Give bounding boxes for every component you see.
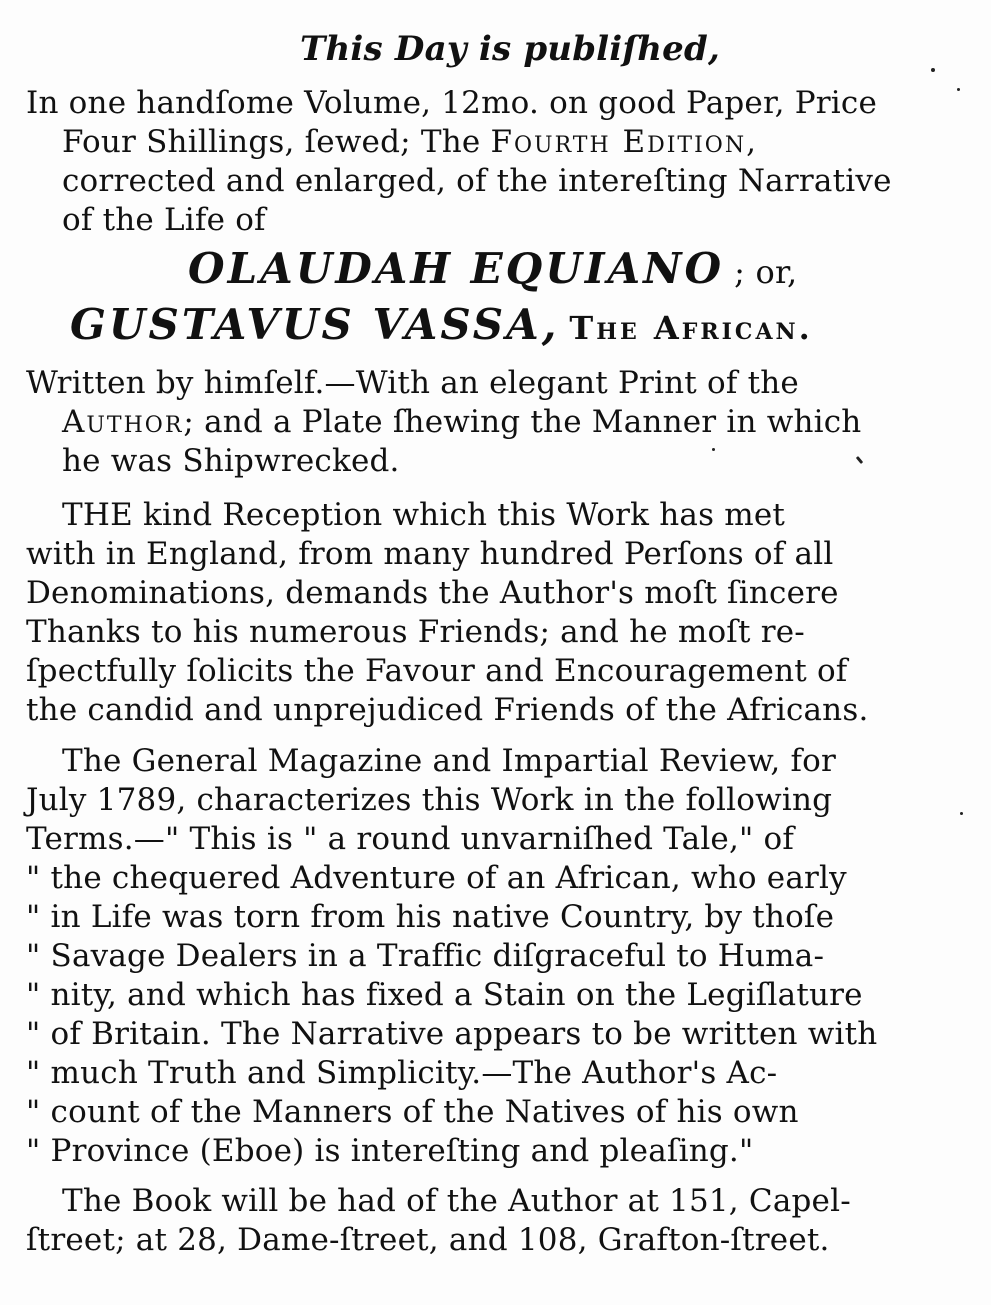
written-line	[62, 403, 861, 441]
paragraph-2-line: " the chequered Adventure of an African, who early	[26, 860, 847, 896]
author-label: Author	[62, 404, 184, 440]
ink-speck	[957, 88, 960, 91]
intro-text: Four Shillings, ſewed; The	[62, 124, 481, 160]
paragraph-1-line: Denominations, demands the Author's moſt ſincere	[26, 575, 839, 611]
author-alias: GUSTAVUS VASSA,	[70, 300, 560, 349]
heading: This Day is publiſhed,	[300, 29, 721, 69]
written-text: ; and a Plate ſhewing the Manner in which	[183, 404, 862, 440]
paragraph-2-line: Terms.—" This is " a round unvarniſhed Tale," of	[26, 821, 795, 857]
intro-line	[62, 123, 758, 161]
paragraph-1-line: THE kind Reception which this Work has met	[62, 497, 786, 533]
ink-speck	[856, 456, 863, 464]
ink-speck	[712, 448, 715, 451]
paragraph-1-line: ſpectfully ſolicits the Favour and Encouragement of	[26, 653, 848, 689]
paragraph-2-line: The General Magazine and Impartial Review, for	[62, 743, 837, 779]
paragraph-1-line: the candid and unprejudiced Friends of the Africans.	[26, 692, 869, 728]
written-line: he was Shipwrecked.	[62, 443, 400, 479]
author-alias-suffix: The African.	[569, 309, 813, 347]
author-name-line	[188, 244, 797, 294]
edition-label: Fourth Edition,	[490, 124, 758, 160]
paragraph-2-line: " nity, and which has fixed a Stain on the Legiſlature	[26, 977, 863, 1013]
paragraph-2-line: " in Life was torn from his native Country, by thoſe	[26, 899, 835, 935]
paragraph-2-line: " count of the Manners of the Natives of his own	[26, 1094, 799, 1130]
paragraph-2-line: July 1789, characterizes this Work in the following	[26, 782, 833, 818]
paragraph-2-line: " Savage Dealers in a Traffic diſgraceful to Huma-	[26, 938, 825, 974]
paragraph-2-line: " much Truth and Simplicity.—The Author's Ac-	[26, 1055, 778, 1091]
author-name: OLAUDAH EQUIANO	[188, 244, 725, 293]
written-line: Written by himſelf.—With an elegant Print of the	[26, 365, 799, 401]
intro-line: In one handſome Volume, 12mo. on good Paper, Price	[26, 85, 877, 121]
intro-line: of the Life of	[62, 202, 266, 238]
paragraph-1-line: Thanks to his numerous Friends; and he moſt re-	[26, 614, 805, 650]
author-name-suffix: ; or,	[734, 253, 798, 291]
ink-speck	[960, 812, 963, 815]
paragraph-2-line: " of Britain. The Narrative appears to be written with	[26, 1016, 878, 1052]
intro-line: corrected and enlarged, of the intereſting Narrative	[62, 163, 892, 199]
paragraph-1-line: with in England, from many hundred Perſons of all	[26, 536, 834, 572]
paragraph-2-line: " Province (Eboe) is intereſting and pleaſing."	[26, 1133, 754, 1169]
paragraph-3-line: ſtreet; at 28, Dame-ſtreet, and 108, Grafton-ſtreet.	[26, 1222, 830, 1258]
paragraph-3-line: The Book will be had of the Author at 151, Capel-	[62, 1183, 851, 1219]
author-alias-line	[70, 300, 813, 350]
ink-speck	[931, 68, 935, 72]
